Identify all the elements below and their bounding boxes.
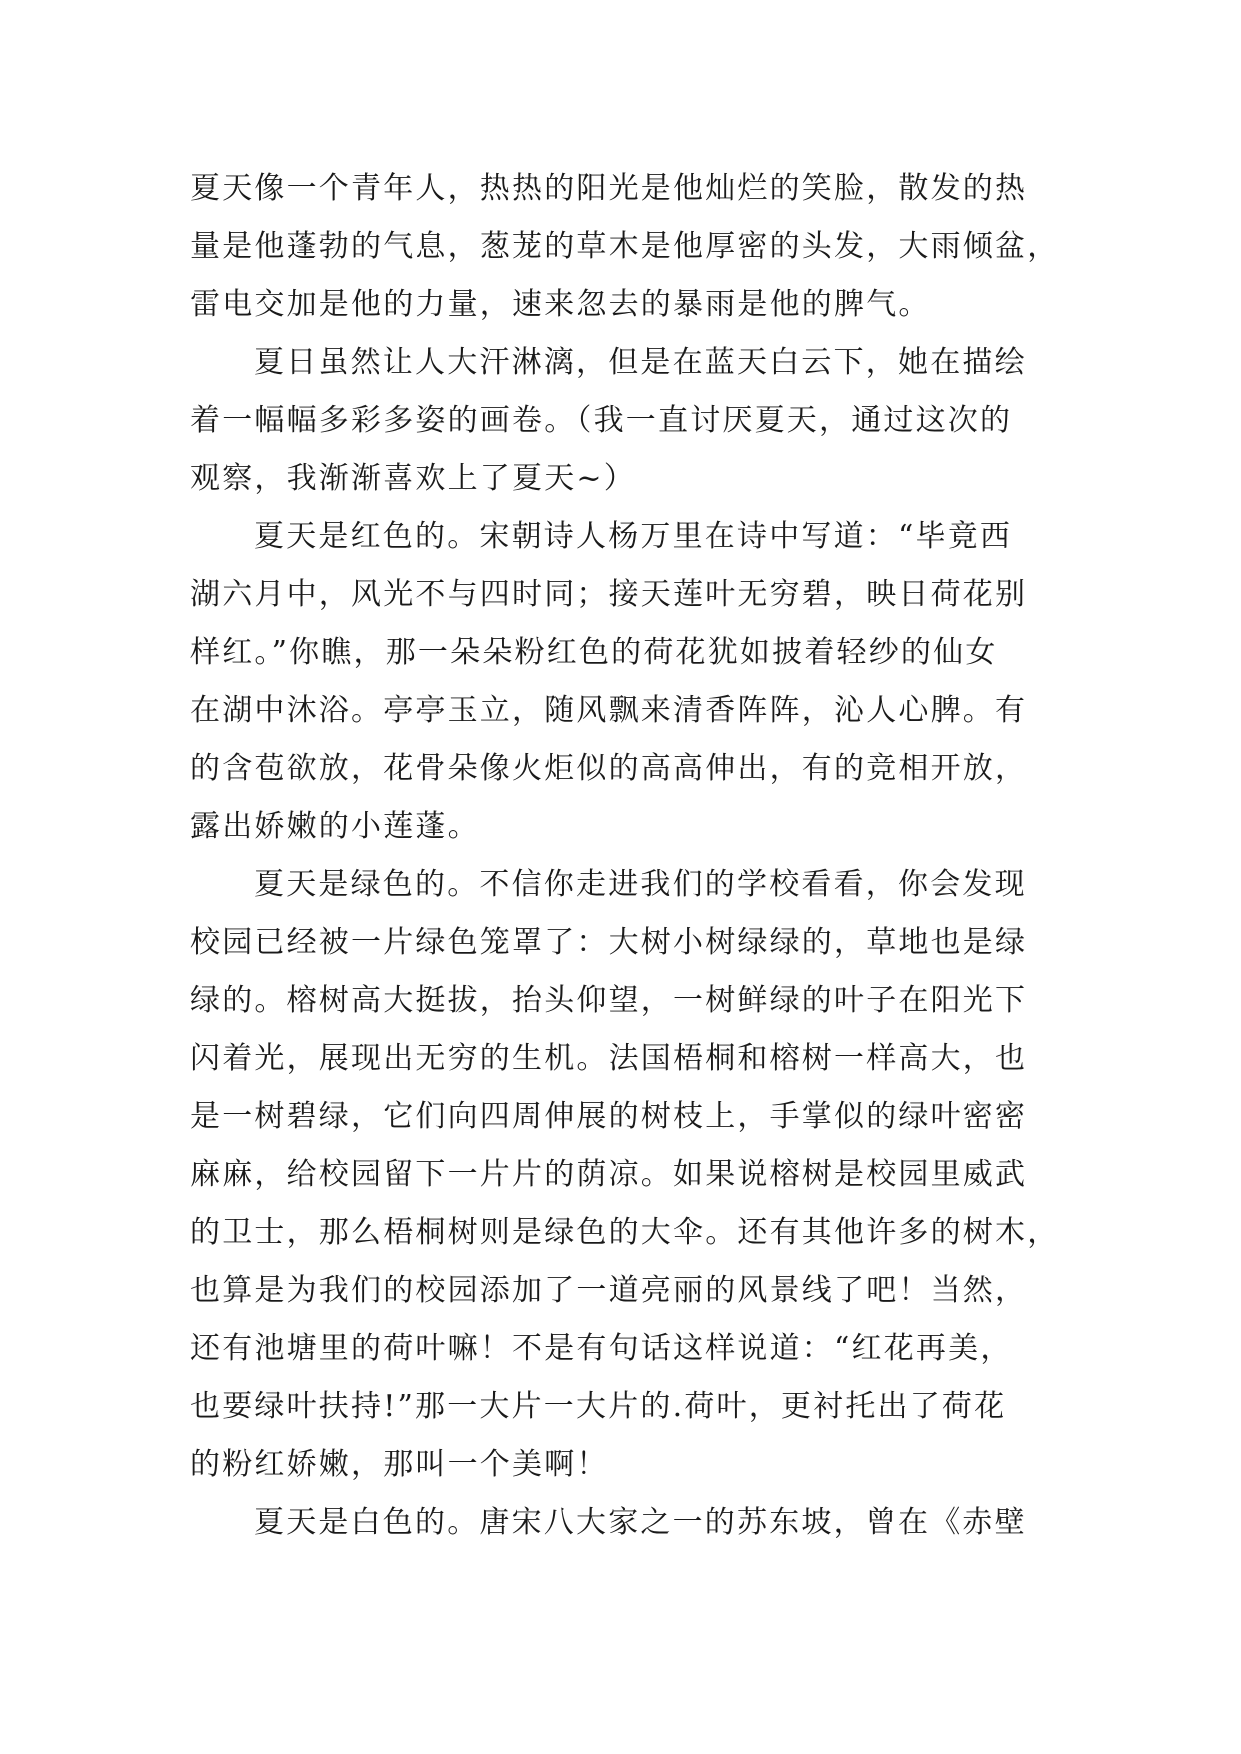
text-line: 也算是为我们的校园添加了一道亮丽的风景线了吧！当然， <box>190 1273 1028 1308</box>
text-line: 样红。”你瞧，那一朵朵粉红色的荷花犹如披着轻纱的仙女 <box>190 635 998 670</box>
text-line: 露出娇嫩的小莲蓬。 <box>190 809 480 844</box>
document-body <box>190 160 1060 1552</box>
text-line: 着一幅幅多彩多姿的画卷。（我一直讨厌夏天，通过这次的 <box>190 403 1013 438</box>
paragraph-3 <box>190 508 1055 856</box>
text-line: 麻麻，给校园留下一片片的荫凉。如果说榕树是校园里威武 <box>190 1157 1028 1192</box>
text-line: 夏天是绿色的。不信你走进我们的学校看看，你会发现 <box>254 867 1027 902</box>
text-line: 绿的。榕树高大挺拔，抬头仰望，一树鲜绿的叶子在阳光下 <box>190 983 1028 1018</box>
text-line: 的含苞欲放，花骨朵像火炬似的高高伸出，有的竞相开放， <box>190 751 1028 786</box>
text-line: 是一树碧绿，它们向四周伸展的树枝上，手掌似的绿叶密密 <box>190 1099 1028 1134</box>
text-line: 观察，我渐渐喜欢上了夏天~） <box>190 461 636 496</box>
text-line: 夏日虽然让人大汗淋漓，但是在蓝天白云下，她在描绘 <box>254 345 1027 380</box>
text-line: 校园已经被一片绿色笼罩了：大树小树绿绿的，草地也是绿 <box>190 925 1028 960</box>
paragraph-4 <box>190 856 1060 1494</box>
text-line: 湖六月中，风光不与四时同；接天莲叶无穷碧，映日荷花别 <box>190 577 1028 612</box>
text-line: 雷电交加是他的力量，速来忽去的暴雨是他的脾气。 <box>190 287 931 322</box>
text-line: 的粉红娇嫩，那叫一个美啊！ <box>190 1447 609 1482</box>
text-line: 还有池塘里的荷叶嘛！不是有句话这样说道：“红花再美， <box>190 1331 1013 1366</box>
text-line: 的卫士，那么梧桐树则是绿色的大伞。还有其他许多的树木， <box>190 1215 1060 1250</box>
text-line: 夏天是白色的。唐宋八大家之一的苏东坡，曾在《赤壁 <box>254 1505 1027 1540</box>
paragraph-2 <box>190 334 1055 508</box>
text-line: 在湖中沐浴。亭亭玉立，随风飘来清香阵阵，沁人心脾。有 <box>190 693 1028 728</box>
paragraph-5 <box>190 1494 1055 1552</box>
text-line: 也要绿叶扶持!”那一大片一大片的.荷叶，更衬托出了荷花 <box>190 1389 1007 1424</box>
text-line: 夏天是红色的。宋朝诗人杨万里在诗中写道：“毕竟西 <box>254 519 1013 554</box>
text-line: 量是他蓬勃的气息，葱茏的草木是他厚密的头发，大雨倾盆， <box>190 229 1060 264</box>
paragraph-1 <box>190 160 1060 334</box>
text-line: 夏天像一个青年人，热热的阳光是他灿烂的笑脸，散发的热 <box>190 171 1028 206</box>
text-line: 闪着光，展现出无穷的生机。法国梧桐和榕树一样高大，也 <box>190 1041 1028 1076</box>
